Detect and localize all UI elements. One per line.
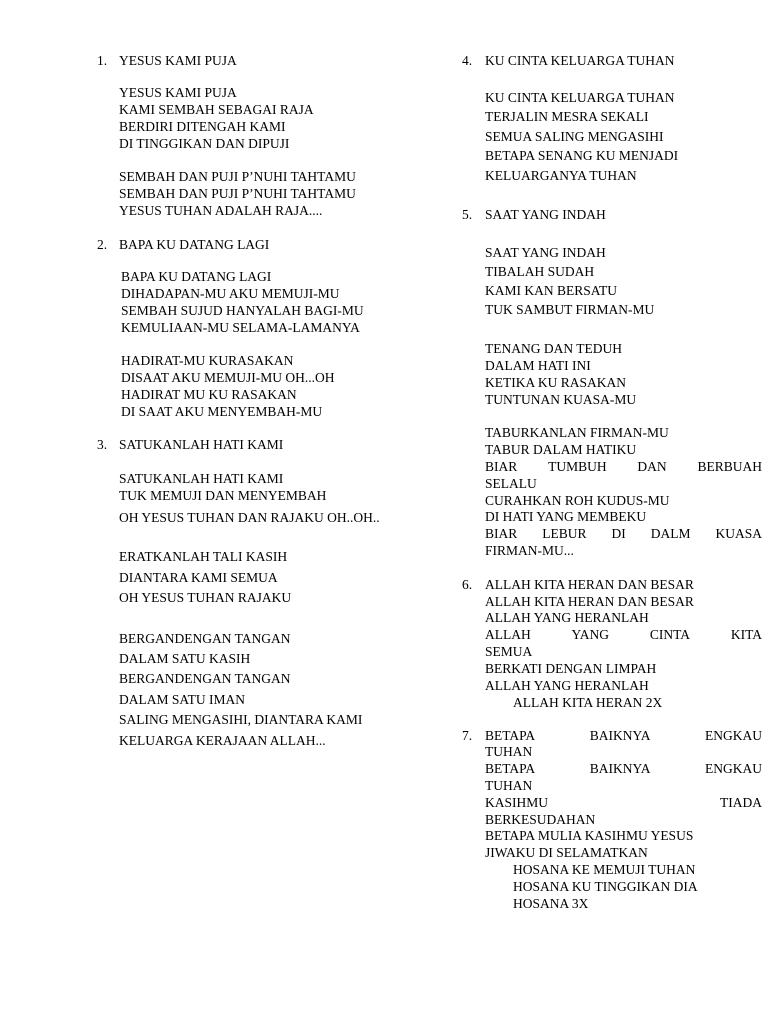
lyric-line: ALLAH YANG HERANLAH — [485, 610, 649, 625]
word: KITA — [730, 627, 762, 642]
word: DI — [611, 526, 626, 541]
lyric-line: SEMBAH DAN PUJI P’NUHI TAHTAMU — [119, 186, 356, 201]
lyric-line: TABURKANLAN FIRMAN-MU — [485, 425, 669, 440]
lyric-line: JIWAKU DI SELAMATKAN — [485, 845, 648, 860]
song-title: SATUKANLAH HATI KAMI — [119, 437, 284, 452]
lyric-line: SEMUA — [485, 644, 533, 659]
lyric-line: KAMI KAN BERSATU — [485, 283, 618, 298]
song-number: 2. — [97, 237, 108, 252]
song-number: 4. — [462, 53, 473, 68]
word: KUASA — [715, 526, 762, 541]
song-number: 7. — [462, 728, 473, 743]
lyric-line: SEMUA SALING MENGASIHI — [485, 129, 664, 144]
lyric-line-justified — [485, 762, 762, 776]
lyric-line: DI HATI YANG MEMBEKU — [485, 509, 647, 524]
word: DAN — [637, 459, 667, 474]
lyric-line: TABUR DALAM HATIKU — [485, 442, 637, 457]
lyric-line: TUK MEMUJI DAN MENYEMBAH — [119, 488, 327, 503]
lyric-line: DISAAT AKU MEMUJI-MU OH...OH — [121, 370, 335, 385]
lyric-line: YESUS TUHAN ADALAH RAJA.... — [119, 203, 323, 218]
word: DALM — [650, 526, 691, 541]
lyric-line: KELUARGA KERAJAAN ALLAH... — [119, 733, 326, 748]
lyric-line: BERKATI DENGAN LIMPAH — [485, 661, 657, 676]
lyric-line: TENANG DAN TEDUH — [485, 341, 622, 356]
song-number: 3. — [97, 437, 108, 452]
song-title-justified — [485, 729, 762, 743]
lyric-line: KEMULIAAN-MU SELAMA-LAMANYA — [121, 320, 360, 335]
word: ENGKAU — [705, 761, 762, 776]
word: BETAPA — [485, 728, 536, 743]
word: TIADA — [720, 795, 762, 810]
lyric-line: KAMI SEMBAH SEBAGAI RAJA — [119, 102, 314, 117]
lyric-line: ALLAH KITA HERAN 2X — [513, 695, 663, 710]
word: CINTA — [649, 627, 691, 642]
lyric-line: ERATKANLAH TALI KASIH — [119, 549, 288, 564]
lyric-line: DALAM SATU IMAN — [119, 692, 246, 707]
word: BERBUAH — [697, 459, 762, 474]
song-title: ALLAH KITA HERAN DAN BESAR — [485, 577, 694, 592]
lyric-line: SELALU — [485, 476, 537, 491]
lyric-line: KELUARGANYA TUHAN — [485, 168, 637, 183]
word: TUMBUH — [548, 459, 607, 474]
word: KASIHMU — [485, 795, 549, 810]
lyric-line: HOSANA KE MEMUJI TUHAN — [513, 862, 696, 877]
word: LEBUR — [542, 526, 587, 541]
lyric-line: DI SAAT AKU MENYEMBAH-MU — [121, 404, 323, 419]
lyric-line: BETAPA MULIA KASIHMU YESUS — [485, 828, 694, 843]
lyric-line: SAAT YANG INDAH — [485, 245, 606, 260]
song-title: KU CINTA KELUARGA TUHAN — [485, 53, 675, 68]
song-number: 1. — [97, 53, 108, 68]
lyric-line: DIHADAPAN-MU AKU MEMUJI-MU — [121, 286, 340, 301]
lyric-line: DALAM SATU KASIH — [119, 651, 251, 666]
song-title-continuation: TUHAN — [485, 744, 533, 759]
word: BETAPA — [485, 761, 536, 776]
word: BIAR — [485, 459, 518, 474]
word: YANG — [571, 627, 610, 642]
lyric-line: HADIRAT MU KU RASAKAN — [121, 387, 297, 402]
lyric-line: BERKESUDAHAN — [485, 812, 596, 827]
lyric-line: TUK SAMBUT FIRMAN-MU — [485, 302, 655, 317]
lyric-line: HOSANA 3X — [513, 896, 589, 911]
lyric-line: TIBALAH SUDAH — [485, 264, 595, 279]
song-title: YESUS KAMI PUJA — [119, 53, 237, 68]
song-number: 5. — [462, 207, 473, 222]
lyric-line: TERJALIN MESRA SEKALI — [485, 109, 649, 124]
lyric-line: SEMBAH DAN PUJI P’NUHI TAHTAMU — [119, 169, 356, 184]
lyric-line: OH YESUS TUHAN DAN RAJAKU OH..OH.. — [119, 510, 380, 525]
lyric-line: BAPA KU DATANG LAGI — [121, 269, 272, 284]
lyric-line-justified — [485, 796, 762, 810]
lyric-line: FIRMAN-MU... — [485, 543, 574, 558]
lyric-line: BETAPA SENANG KU MENJADI — [485, 148, 679, 163]
lyric-line: TUNTUNAN KUASA-MU — [485, 392, 637, 407]
lyric-line: ALLAH YANG HERANLAH — [485, 678, 649, 693]
lyric-line: CURAHKAN ROH KUDUS-MU — [485, 493, 670, 508]
lyric-line: SALING MENGASIHI, DIANTARA KAMI — [119, 712, 363, 727]
song-number: 6. — [462, 577, 473, 592]
lyric-line: KETIKA KU RASAKAN — [485, 375, 626, 390]
lyric-line: ALLAH KITA HERAN DAN BESAR — [485, 594, 694, 609]
lyric-line: BERGANDENGAN TANGAN — [119, 631, 291, 646]
lyric-line-justified — [485, 460, 762, 474]
lyric-line: BERGANDENGAN TANGAN — [119, 671, 291, 686]
lyric-line-justified — [485, 527, 762, 541]
lyric-line: HADIRAT-MU KURASAKAN — [121, 353, 294, 368]
lyric-line: DI TINGGIKAN DAN DIPUJI — [119, 136, 290, 151]
lyric-line: KU CINTA KELUARGA TUHAN — [485, 90, 675, 105]
lyric-line: HOSANA KU TINGGIKAN DIA — [513, 879, 698, 894]
lyric-line: TUHAN — [485, 778, 533, 793]
word: BAIKNYA — [589, 728, 651, 743]
lyric-line: BERDIRI DITENGAH KAMI — [119, 119, 286, 134]
lyric-line: SEMBAH SUJUD HANYALAH BAGI-MU — [121, 303, 364, 318]
word: BIAR — [485, 526, 518, 541]
song-title: SAAT YANG INDAH — [485, 207, 606, 222]
lyric-line: DIANTARA KAMI SEMUA — [119, 570, 278, 585]
lyric-line: SATUKANLAH HATI KAMI — [119, 471, 284, 486]
song-title: BAPA KU DATANG LAGI — [119, 237, 270, 252]
word: ALLAH — [485, 627, 531, 642]
word: ENGKAU — [705, 728, 762, 743]
lyric-line-justified — [485, 628, 762, 642]
lyric-line: OH YESUS TUHAN RAJAKU — [119, 590, 292, 605]
lyric-line: YESUS KAMI PUJA — [119, 85, 237, 100]
word: BAIKNYA — [589, 761, 651, 776]
lyric-line: DALAM HATI INI — [485, 358, 591, 373]
